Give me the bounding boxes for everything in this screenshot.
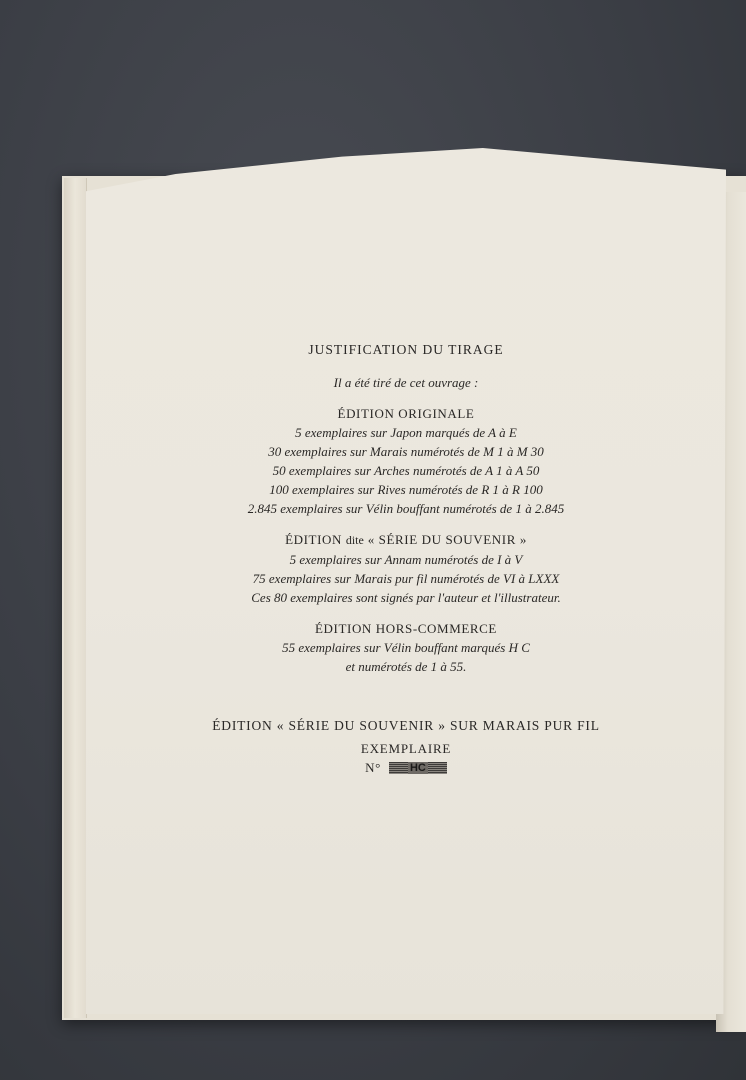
list-item: et numérotés de 1 à 55. <box>345 659 467 674</box>
exemplaire-label: EXEMPLAIRE <box>360 741 452 756</box>
heading-prefix: ÉDITION <box>285 532 342 547</box>
hc-stamp <box>389 762 447 774</box>
list-item: Ces 80 exemplaires sont signés par l'auteur et l'illustrateur. <box>251 590 561 605</box>
heading-mid: dite <box>345 533 364 547</box>
heading-suffix: « SÉRIE DU SOUVENIR » <box>367 532 527 547</box>
list-item: 100 exemplaires sur Rives numérotés de R 1 à R 100 <box>269 482 543 497</box>
list-item: 55 exemplaires sur Vélin bouffant marqués H C <box>282 640 530 655</box>
page-stack-left-edge <box>64 178 87 1018</box>
list-item: 75 exemplaires sur Marais pur fil numérotés de VI à LXXX <box>252 571 560 586</box>
section-heading-hors-commerce: ÉDITION HORS-COMMERCE <box>315 621 497 636</box>
list-item: 2.845 exemplaires sur Vélin bouffant numérotés de 1 à 2.845 <box>247 501 565 516</box>
section-heading-souvenir <box>86 530 726 550</box>
numero-label: N° <box>365 760 381 775</box>
page-title: JUSTIFICATION DU TIRAGE <box>308 342 504 357</box>
list-item: 30 exemplaires sur Marais numérotés de M 1 à M 30 <box>268 444 544 459</box>
stamp-text: HC <box>409 761 426 774</box>
list-item: 50 exemplaires sur Arches numérotés de A 1 à A 50 <box>272 463 540 478</box>
copy-number-line <box>86 758 726 777</box>
intro-line: Il a été tiré de cet ouvrage : <box>333 375 479 390</box>
edition-statement: ÉDITION « SÉRIE DU SOUVENIR » SUR MARAIS PUR FIL <box>212 718 600 733</box>
section-heading-originale: ÉDITION ORIGINALE <box>337 406 475 421</box>
justification-text <box>86 330 726 777</box>
list-item: 5 exemplaires sur Japon marqués de A à E <box>295 425 517 440</box>
list-item: 5 exemplaires sur Annam numérotés de I à V <box>289 552 523 567</box>
